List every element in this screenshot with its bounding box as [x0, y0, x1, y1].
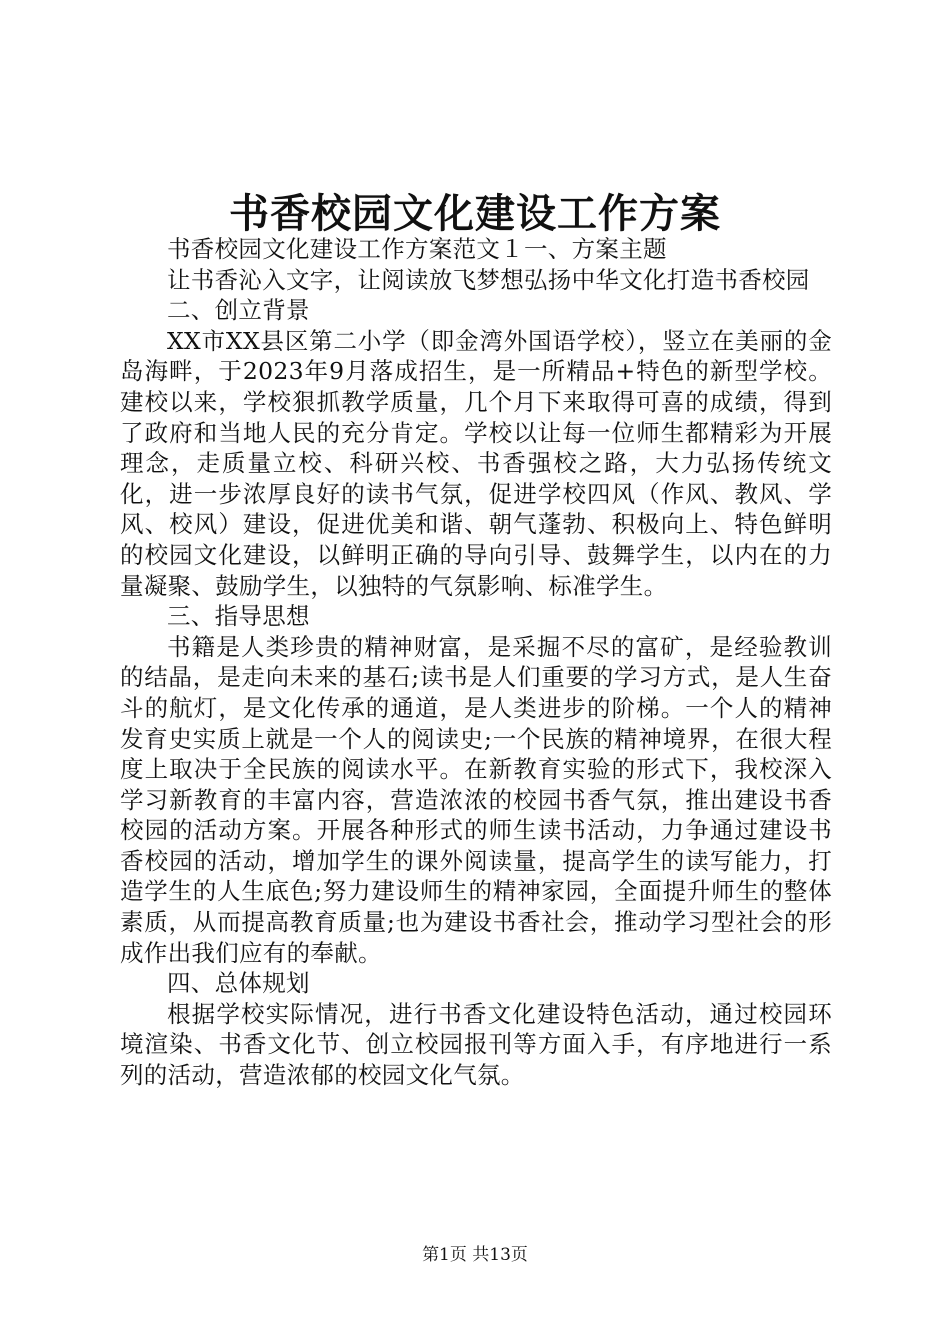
paragraph-theme-heading: 书香校园文化建设工作方案范文１一、方案主题	[167, 235, 667, 263]
paragraph-guiding-ideas-text: 书籍是人类珍贵的精神财富，是采掘不尽的富矿，是经验教训的结晶，是走向未来的基石;读书是人们重要的学习方式，是人生奋斗的航灯，是文化传承的通道，是人类进步的阶梯。一个人的精神发育史实质上就是一个人的阅读史;一个民族的精神境界，在很大程度上取决于全民族的阅读水平。在新教育实验的形式下，我校深入学习新教育的丰富内容，营造浓浓的校园书香气氛，推出建设书香校园的活动方案。开展各种形式的师生读书活动，力争通过建设书香校园的活动，增加学生的课外阅读量，提高学生的读写能力，打造学生的人生底色;努力建设师生的精神家园，全面提升师生的整体素质，从而提高教育质量;也为建设书香社会，推动学习型社会的形成作出我们应有的奉献。	[120, 632, 832, 967]
section-heading-background: 二、创立背景	[167, 296, 310, 325]
document-title: 书香校园文化建设工作方案	[229, 190, 721, 237]
document-body	[120, 234, 832, 1091]
page-footer: 第1页 共13页	[422, 1245, 528, 1265]
paragraph-background-text: XX市XX县区第二小学（即金湾外国语学校），竖立在美丽的金岛海畔，于2023年9月落成招生，是一所精品+特色的新型学校。建校以来，学校狠抓教学质量，几个月下来取得可喜的成绩，得到了政府和当地人民的充分肯定。学校以让每一位师生都精彩为开展理念，走质量立校、科研兴校、书香强校之路，大力弘扬传统文化，进一步浓厚良好的读书气氛，促进学校四风（作风、教风、学风、校风）建设，促进优美和谐、朝气蓬勃、积极向上、特色鲜明的校园文化建设，以鲜明正确的导向引导、鼓舞学生，以内在的力量凝聚、鼓励学生，以独特的气氛影响、标准学生。	[120, 326, 832, 600]
paragraph-theme-text: 让书香沁入文字，让阅读放飞梦想弘扬中华文化打造书香校园	[167, 265, 810, 294]
paragraph-overall-plan-text: 根据学校实际情况，进行书香文化建设特色活动，通过校园环境渲染、书香文化节、创立校园报刊等方面入手，有序地进行一系列的活动，营造浓郁的校园文化气氛。	[120, 999, 832, 1090]
section-heading-overall-plan: 四、总体规划	[167, 969, 310, 998]
section-heading-guiding-ideas: 三、指导思想	[167, 602, 310, 631]
